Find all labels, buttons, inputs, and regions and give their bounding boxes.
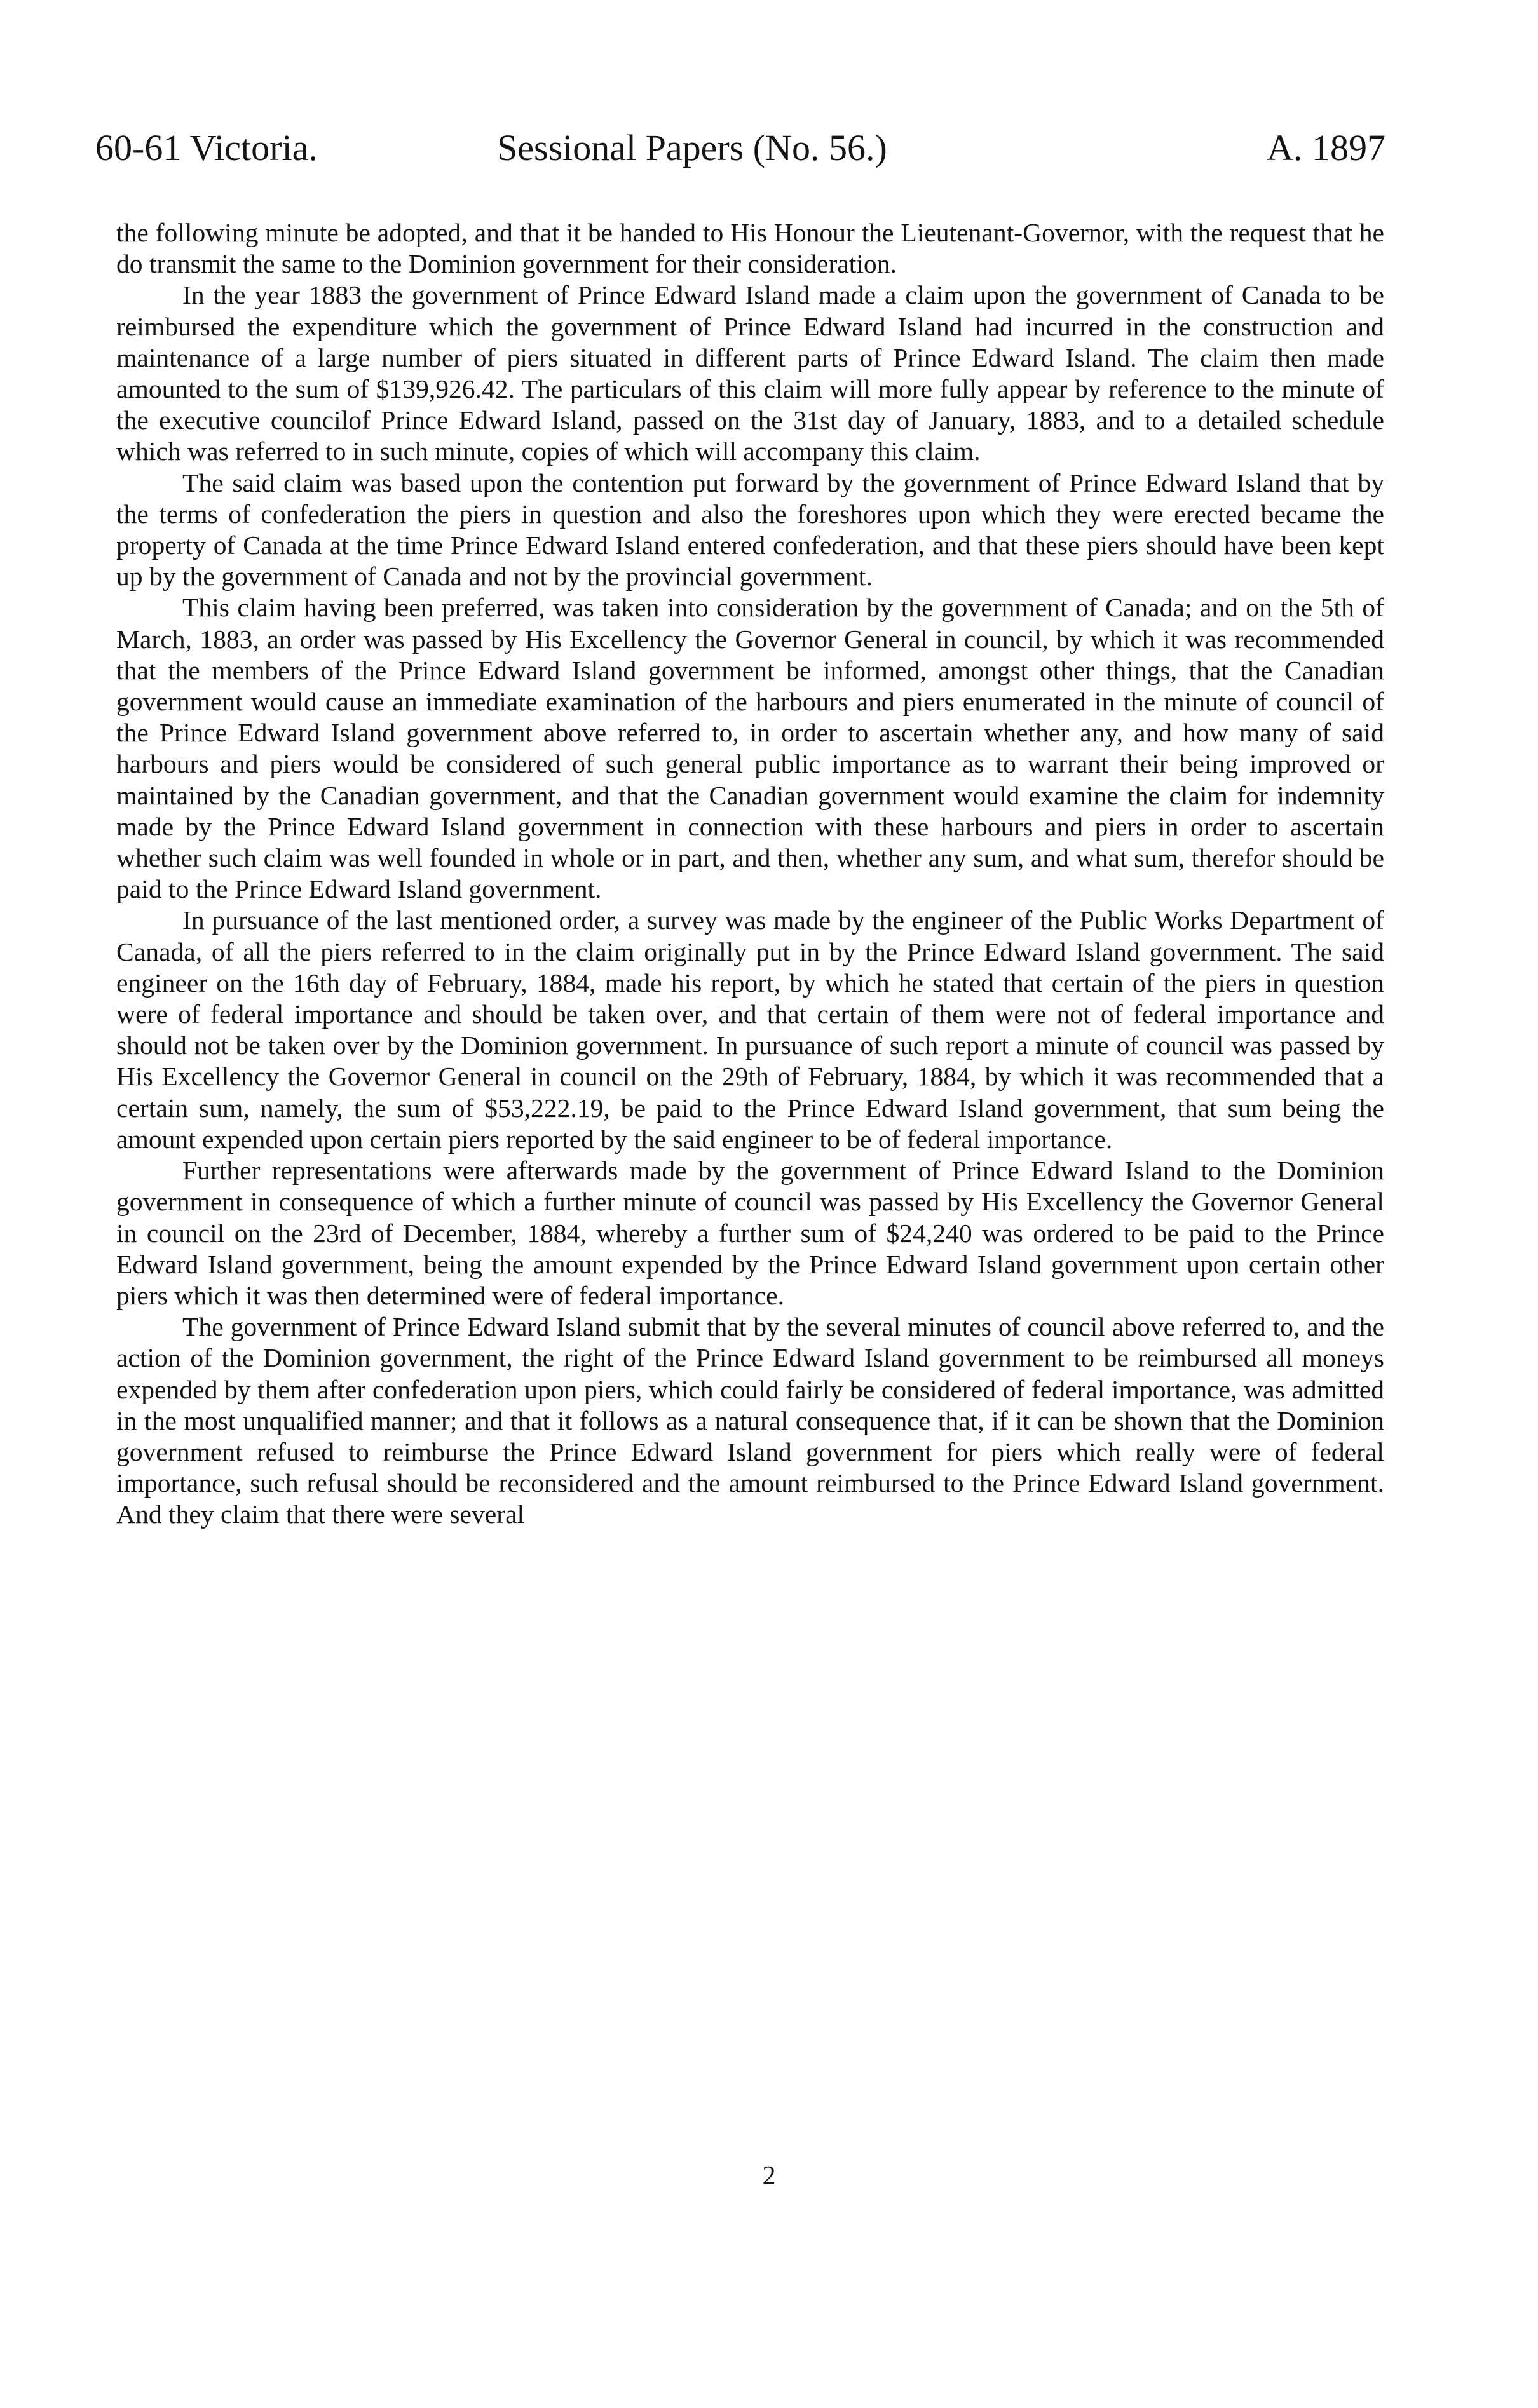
paragraph-claim-1883: In the year 1883 the government of Prince Edward Island made a claim upon the government of Canada to be reimbursed the expenditure which the government of Prince Edward Island had incurred in the construction and maintenance of a large number of piers situated in different parts of Prince Edward Island. The claim then made amounted to the sum of $139,926.42. The particulars of this claim will more fully appear by reference to the minute of the executive councilof Prince Edward Island, passed on the 31st day of January, 1883, and to a detailed schedule which was referred to in such minute, copies of which will accompany this claim. xyxy=(116,280,1384,466)
paragraph-submission: The government of Prince Edward Island submit that by the several minutes of council above referred to, and the action of the Dominion government, the right of the Prince Edward Island government to be reimbursed all moneys expended by them after confederation upon piers, which could fairly be considered of federal importance, was admitted in the most unqualified manner; and that it follows as a natural consequence that, if it can be shown that the Dominion government refused to reimburse the Prince Edward Island government for piers which really were of federal importance, such refusal should be reconsidered and the amount reimbursed to the Prince Edward Island government. And they claim that there were several xyxy=(116,1312,1384,1529)
header-year: A. 1897 xyxy=(1267,127,1385,168)
header-sessional-papers: Sessional Papers (No. 56.) xyxy=(497,127,887,168)
paragraph-continuation: the following minute be adopted, and that it be handed to His Honour the Lieutenant-Governor, with the request that he do transmit the same to the Dominion government for their consideration. xyxy=(116,218,1384,279)
paragraph-further-representations: Further representations were afterwards made by the government of Prince Edward Island to the Dominion government in consequence of which a further minute of council was passed by His Excellency the Governor General in council on the 23rd of December, 1884, whereby a further sum of $24,240 was ordered to be paid to the Prince Edward Island government, being the amount expended by the Prince Edward Island government upon certain other piers which it was then determined were of federal importance. xyxy=(116,1156,1384,1310)
paragraph-order-march-1883: This claim having been preferred, was taken into consideration by the government of Canada; and on the 5th of March, 1883, an order was passed by His Excellency the Governor General in council, by which it was recommended that the members of the Prince Edward Island government be informed, amongst other things, that the Canadian government would cause an immediate examination of the harbours and piers enumerated in the minute of council of the Prince Edward Island government above referred to, in order to ascertain whether any, and how many of said harbours and piers would be considered of such general public importance as to warrant their being improved or maintained by the Canadian government, and that the Canadian government would examine the claim for indemnity made by the Prince Edward Island government in connection with these harbours and piers in order to ascertain whether such claim was well founded in whole or in part, and then, whether any sum, and what sum, therefor should be paid to the Prince Edward Island government. xyxy=(116,593,1384,904)
body-text xyxy=(116,217,1384,1531)
page-number: 2 xyxy=(762,2161,776,2191)
running-header xyxy=(95,126,1385,170)
paragraph-contention: The said claim was based upon the contention put forward by the government of Prince Edward Island that by the terms of confederation the piers in question and also the foreshores upon which they were erected became the property of Canada at the time Prince Edward Island entered confederation, and that these piers should have been kept up by the government of Canada and not by the provincial government. xyxy=(116,468,1384,592)
paragraph-survey-1884: In pursuance of the last mentioned order, a survey was made by the engineer of the Public Works Department of Canada, of all the piers referred to in the claim originally put in by the Prince Edward Island government. The said engineer on the 16th day of February, 1884, made his report, by which he stated that certain of the piers in question were of federal importance and should be taken over, and that certain of them were not of federal importance and should not be taken over by the Dominion government. In pursuance of such report a minute of council was passed by His Excellency the Governor General in council on the 29th of February, 1884, by which it was recommended that a certain sum, namely, the sum of $53,222.19, be paid to the Prince Edward Island government, that sum being the amount expended upon certain piers reported by the said engineer to be of federal importance. xyxy=(116,905,1384,1154)
header-session: 60-61 Victoria. xyxy=(95,127,318,168)
